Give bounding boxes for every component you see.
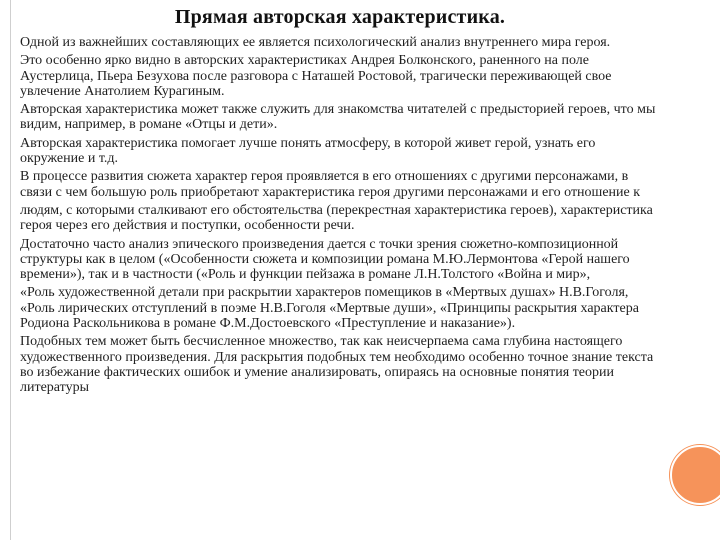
slide-content <box>20 6 660 399</box>
paragraph: «Роль художественной детали при раскрытии характеров помещиков в «Мертвых душах» Н.В.Гоголя, «Роль лирических отступлений в поэме Н.В.Гоголя «Мертвые души», «Принципы раскрытия характера Родиона Раскольникова в романе Ф.М.Достоевского «Преступление и наказание»). <box>20 285 639 332</box>
paragraph: людям, с которыми сталкивают его обстоятельства (перекрестная характеристика героев), характеристика героя через его действия и поступки, особенности речи. <box>20 202 653 234</box>
left-border-decoration <box>0 0 11 540</box>
paragraph: Подобных тем может быть бесчисленное множество, так как неисчерпаема сама глубина настоящего художественного произведения. Для раскрытия подобных тем необходимо особенно точное знание текста во избежание фактических ошибок и умение анализировать, опираясь на основные понятия теории литературы <box>20 334 654 396</box>
paragraph: Авторская характеристика может также служить для знакомства читателей с предысторией героев, что мы видим, например, в романе «Отцы и дети». <box>20 102 656 133</box>
paragraph: Это особенно ярко видно в авторских характеристиках Андрея Болконского, раненного на поле Аустерлица, Пьера Безухова после разговора с Наташей Ростовой, трагически переживающей свое увлечение Анатолием Курагиным. <box>20 53 612 99</box>
paragraph: В процессе развития сюжета характер героя проявляется в его отношениях с другими персонажами, в связи с чем большую роль приобретают характеристика героя другими персонажами и его отношение к <box>20 169 641 200</box>
slide-title: Прямая авторская характеристика. <box>174 6 506 28</box>
paragraph: Авторская характеристика помогает лучше понять атмосферу, в которой живет герой, узнать его окружение и т.д. <box>20 135 596 167</box>
paragraph: Одной из важнейших составляющих ее является психологический анализ внутреннего мира героя. <box>20 35 611 50</box>
paragraph: Достаточно часто анализ эпического произведения дается с точки зрения сюжетно-композиционной структуры как в целом («Особенности сюжета и композиции романа М.Ю.Лермонтова «Герой нашего времени»), так и в частности («Роль и функции пейзажа в романе Л.Н.Толстого «Война и мир», <box>20 236 630 283</box>
orange-circle-decoration <box>670 445 720 505</box>
